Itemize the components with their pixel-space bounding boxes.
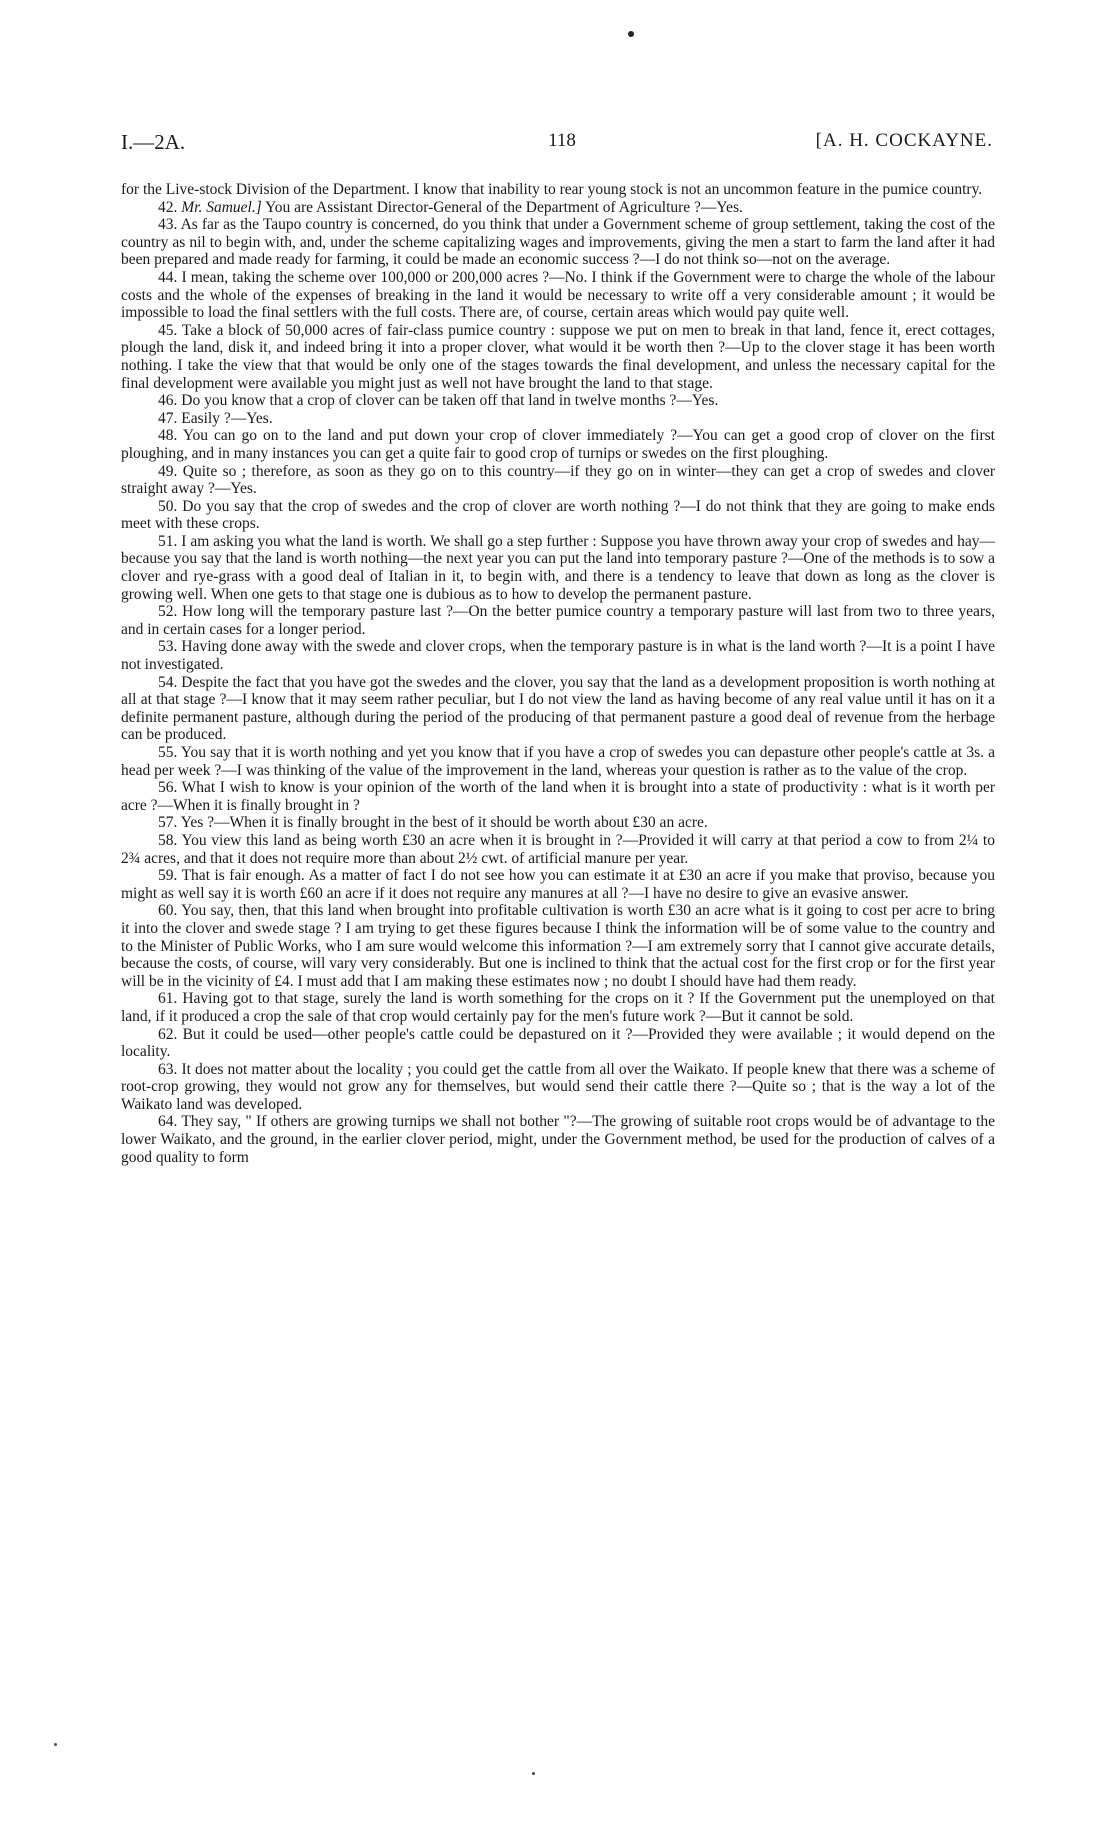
paragraph-text: Take a block of 50,000 acres of fair-class pumice country : suppose we put on men to break in that land, fence it, erect cottages, plough the land, disk it, and indeed bring it into a proper clover, what would it be worth then ?—Up to the clover stage it has been worth nothing. I take the view that that would be only one of the stages towards the final development, and unless the necessary capital for the final development were available you might just as well not have brought the land to that stage.: [121, 321, 995, 392]
paragraph-text: Quite so ; therefore, as soon as they go on to this country—if they go on in winter—they can get a crop of swedes and clover straight away ?—Yes.: [121, 462, 995, 498]
page-number: 118: [548, 130, 576, 151]
paragraph-text: Do you know that a crop of clover can be taken off that land in twelve months ?—Yes.: [181, 392, 719, 410]
question-number: 63.: [158, 1060, 178, 1078]
page-speck-top: [628, 31, 634, 37]
paragraph-text: But it could be used—other people's cattle could be depastured on it ?—Provided they were available ; it would depend on the locality.: [121, 1025, 995, 1061]
paragraph-text: It does not matter about the locality ; you could get the cattle from all over the Waikato. If people knew that there was a scheme of root-crop growing, they would not grow any for themselves, but would send their cattle there ?—Quite so ; that is the way a lot of the Waikato land was developed.: [121, 1060, 995, 1113]
question-number: 44.: [158, 268, 178, 286]
question-paragraph: [121, 832, 995, 867]
question-paragraph: [121, 674, 995, 744]
question-number: 61.: [158, 990, 178, 1008]
question-number: 51.: [158, 532, 178, 550]
question-paragraph: [121, 392, 995, 410]
question-paragraph: [121, 603, 995, 638]
paragraph-text: Having done away with the swede and clover crops, when the temporary pasture is in what is the land worth ?—It is a point I have not investigated.: [121, 638, 995, 674]
question-number: 57.: [158, 814, 178, 832]
paragraph-text: Despite the fact that you have got the swedes and the clover, you say that the land as a development proposition is worth nothing at all at that stage ?—I know that it may seem rather peculiar, but I do not view the land as having become of any real value until it has on it a definite permanent pasture, although during the period of the producing of that permanent pasture a good deal of revenue from the herbage can be produced.: [121, 673, 995, 744]
question-paragraph: [121, 427, 995, 462]
question-paragraph: [121, 1026, 995, 1061]
question-paragraph: [121, 498, 995, 533]
question-paragraph: [121, 322, 995, 392]
paragraph-text: How long will the temporary pasture last ?—On the better pumice country a temporary pasture will last from two to three years, and in certain cases for a longer period.: [121, 603, 995, 638]
paragraph-text: I mean, taking the scheme over 100,000 or 200,000 acres ?—No. I think if the Government were to charge the whole of the labour costs and the whole of the expenses of breaking in the land it would be necessary to write off a very considerable amount ; it would be impossible to load the final settlers with the full costs. There are, of course, certain areas which would pay quite well.: [121, 268, 996, 322]
question-paragraph: [121, 216, 995, 269]
question-paragraph: [121, 199, 995, 217]
question-number: 54.: [158, 673, 178, 691]
question-number: 45.: [158, 321, 178, 339]
question-paragraph: [121, 779, 995, 814]
question-paragraph: [121, 269, 995, 322]
question-number: 59.: [158, 867, 178, 885]
question-number: 48.: [158, 427, 178, 445]
question-paragraph: [121, 990, 995, 1025]
question-number: 64.: [158, 1113, 178, 1131]
paragraph-text: Yes ?—When it is finally brought in the best of it should be worth about £30 an acre.: [180, 814, 708, 832]
speaker-name: Mr. Samuel.]: [181, 198, 262, 216]
paragraph-text: for the Live-stock Division of the Department. I know that inability to rear young stock is not an uncommon feature in the pumice country.: [121, 181, 983, 198]
question-number: 52.: [158, 603, 178, 621]
paper-reference: I.—2A.: [121, 130, 186, 154]
page-speck-left: [54, 1743, 57, 1746]
paragraph-text: Easily ?—Yes.: [181, 409, 273, 427]
question-number: 42.: [158, 198, 178, 216]
question-number: 60.: [158, 902, 178, 920]
paragraph-text: You say that it is worth nothing and yet you know that if you have a crop of swedes you can depasture other people's cattle at 3s. a head per week ?—I was thinking of the value of the improvement in the land, whereas your question is rather as to the value of the crop.: [121, 744, 995, 779]
question-number: 43.: [158, 216, 178, 234]
question-number: 49.: [158, 462, 178, 480]
paragraph-text: That is fair enough. As a matter of fact I do not see how you can estimate it at £30 an acre if you make that proviso, because you might as well say it is worth £60 an acre if it does not require any manures at all ?—I have no desire to give an evasive answer.: [121, 867, 995, 902]
question-paragraph: [121, 814, 995, 832]
page-speck-bottom: [532, 1772, 535, 1775]
question-paragraph: [121, 533, 995, 603]
page-body: [121, 181, 995, 1166]
witness-name: [A. H. COCKAYNE.: [815, 130, 993, 151]
paragraph-text: Do you say that the crop of swedes and the crop of clover are worth nothing ?—I do not think that they are going to make ends meet with these crops.: [121, 497, 995, 533]
paragraph-text: You view this land as being worth £30 an acre when it is brought in ?—Provided it will carry at that period a cow to from 2¼ to 2¾ acres, and that it does not require more than about 2½ cwt. of artificial manure per year.: [121, 831, 995, 867]
question-number: 55.: [158, 744, 178, 761]
question-number: 46.: [158, 392, 178, 410]
paragraph-text: You are Assistant Director-General of the Department of Agriculture ?—Yes.: [261, 198, 743, 216]
question-number: 62.: [158, 1025, 178, 1043]
question-number: 58.: [158, 831, 178, 849]
question-number: 53.: [158, 638, 178, 656]
question-paragraph: [121, 638, 995, 673]
question-paragraph: [121, 867, 995, 902]
paragraph-text: What I wish to know is your opinion of the worth of the land when it is brought into a state of productivity : what is it worth per acre ?—When it is finally brought in ?: [121, 779, 995, 814]
paragraph-text: As far as the Taupo country is concerned, do you think that under a Government scheme of group settlement, taking the cost of the country as nil to begin with, and, under the scheme capitalizing wages and improvements, giving the men a start to farm the land after it had been prepared and made ready for farming, it could be made an economic success ?—I do not think so—not on the average.: [121, 216, 995, 269]
question-number: 56.: [158, 779, 178, 797]
question-paragraph: [121, 902, 995, 990]
question-paragraph: [121, 410, 995, 428]
question-number: 47.: [158, 409, 178, 427]
page-header: [121, 130, 993, 160]
paragraph-text: I am asking you what the land is worth. We shall go a step further : Suppose you have thrown away your crop of swedes and hay—because you say that the land is worth nothing—the next year you can put the land into temporary pasture ?—One of the methods is to sow a clover and rye-grass with a good deal of Italian in it, to begin with, and there is a tendency to leave that down as long as the clover is growing well. When one gets to that stage one is dubious as to how to develop the permanent pasture.: [121, 532, 995, 603]
paragraph-text: Having got to that stage, surely the land is worth something for the crops on it ? If the Government put the unemployed on that land, if it produced a crop the sale of that crop would certainly pay for the men's future work ?—But it cannot be sold.: [121, 990, 995, 1025]
paragraph-text: They say, " If others are growing turnips we shall not bother "?—The growing of suitable root crops would be of advantage to the lower Waikato, and the ground, in the earlier clover period, might, under the Government method, be used for the production of calves of a good quality to form: [121, 1113, 995, 1166]
question-paragraph: [121, 1113, 995, 1166]
question-paragraph: [121, 744, 995, 779]
question-paragraph: [121, 1061, 995, 1114]
paragraph-text: You can go on to the land and put down your crop of clover immediately ?—You can get a good crop of clover on the first ploughing, and in many instances you can get a quite fair to good crop of turnips or swedes on the first ploughing.: [121, 427, 995, 462]
question-paragraph: [121, 181, 995, 199]
paragraph-text: You say, then, that this land when brought into profitable cultivation is worth £30 an acre what is it going to cost per acre to bring it into the clover and swede stage ? I am trying to get these figures because I think the information will be of some value to the country and to the Minister of Public Works, who I am sure would welcome this information ?—I am extremely sorry that I cannot give accurate details, because the costs, of course, will vary very considerably. But one is inclined to think that the actual cost for the first crop or for the first year will be in the vicinity of £4. I must add that I am making these estimates now ; no doubt I should have had them ready.: [121, 902, 995, 990]
question-number: 50.: [158, 497, 178, 515]
question-paragraph: [121, 463, 995, 498]
